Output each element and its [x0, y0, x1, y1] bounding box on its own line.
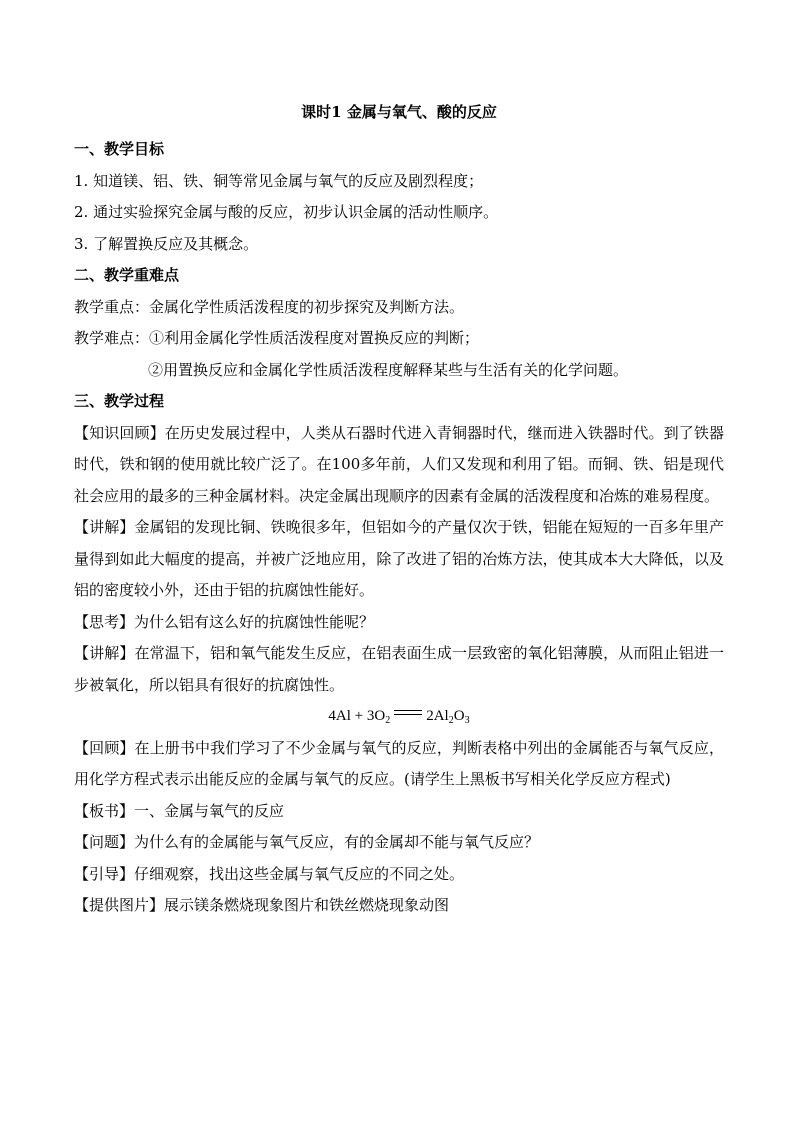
key-point-text: 教学重点：金属化学性质活泼程度的初步探究及判断方法。 — [74, 297, 465, 316]
section-heading-key-difficult-points: 二、教学重难点 — [74, 266, 180, 284]
paragraph-thinking: 【思考】为什么铝有这么好的抗腐蚀性能呢？ — [74, 612, 375, 631]
equation-al-subscript: 2 — [448, 715, 454, 726]
difficulty-text-1: 教学难点：①利用金属化学性质活泼程度对置换反应的判断； — [74, 329, 480, 347]
paragraph-question: 【问题】为什么有的金属能与氧气反应，有的金属却不能与氧气反应？ — [74, 833, 540, 851]
difficulty-text-2: ②用置换反应和金属化学性质活泼程度解释某些与生活有关的化学问题。 — [148, 360, 629, 379]
goal-item-1: 1. 知道镁、铝、铁、铜等常见金属与氧气的反应及剧烈程度； — [74, 171, 484, 190]
document-page — [74, 100, 724, 922]
section-heading-teaching-process: 三、教学过程 — [74, 392, 165, 410]
chemical-equation — [74, 701, 724, 733]
paragraph-provide-pictures: 【提供图片】展示镁条燃烧现象图片和铁丝燃烧现象动图 — [74, 896, 450, 914]
paragraph-review: 【回顾】在上册书中我们学习了不少金属与氧气的反应，判断表格中列出的金属能否与氧气反应，用化学方程式表示出能反应的金属与氧气的反应。(请学生上黑板书写相关化学反应方程式) — [74, 738, 724, 788]
equation-o-subscript: 3 — [464, 715, 470, 726]
paragraph-explanation-2: 【讲解】在常温下，铝和氧气能发生反应，在铝表面生成一层致密的氧化铝薄膜，从而阻止铝进一步被氧化，所以铝具有很好的抗腐蚀性。 — [74, 644, 724, 694]
goal-item-3: 3. 了解置换反应及其概念。 — [74, 234, 259, 253]
goal-item-2: 2. 通过实验探究金属与酸的反应，初步认识金属的活动性顺序。 — [74, 203, 499, 221]
paragraph-board-writing: 【板书】一、金属与氧气的反应 — [74, 801, 285, 820]
paragraph-explanation-1: 【讲解】金属铝的发现比铜、铁晚很多年，但铝如今的产量仅次于铁，铝能在短短的一百多年里产量得到如此大幅度的提高，并被广泛地应用，除了改进了铝的冶炼方法，使其成本大大降低，以及铝的密度较小外，还由于铝的抗腐蚀性能好。 — [74, 518, 724, 599]
equation-o2-subscript: 2 — [385, 715, 391, 726]
paragraph-knowledge-review: 【知识回顾】在历史发展过程中，人类从石器时代进入青铜器时代，继而进入铁器时代。到了铁器时代，铁和钢的使用就比较广泛了。在100多年前，人们又发现和利用了铝。而铜、铁、铝是现代社会应用的最多的三种金属材料。决定金属出现顺序的因素有金属的活泼程度和冶炼的难易程度。 — [74, 423, 724, 505]
page-title: 课时1 金属与氧气、酸的反应 — [301, 103, 497, 121]
equation-equals-sign — [394, 708, 422, 718]
equation-product-al: 2Al — [426, 708, 449, 724]
equation-reactants: 4Al + 3O — [328, 708, 386, 724]
equation-product-o: O — [453, 708, 465, 724]
section-heading-teaching-goals: 一、教学目标 — [74, 140, 165, 158]
paragraph-guidance: 【引导】仔细观察，找出这些金属与氧气反应的不同之处。 — [74, 864, 465, 883]
